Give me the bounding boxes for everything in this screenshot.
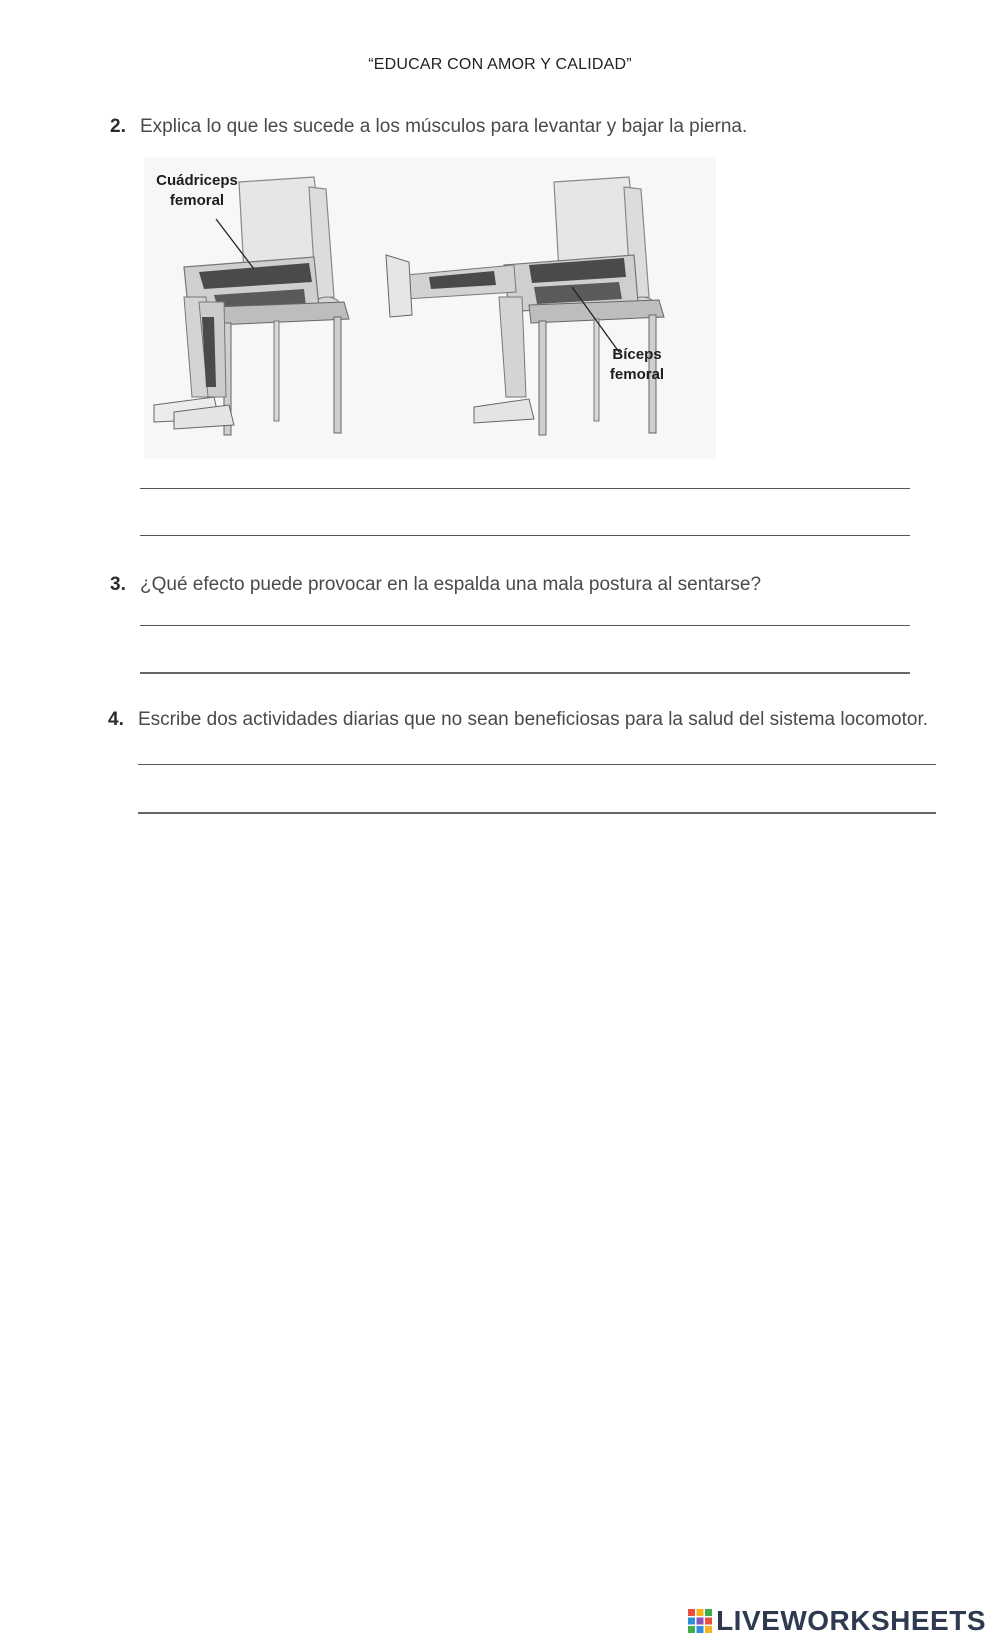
left-figure-leg-down [154, 177, 349, 435]
label-quadriceps [150, 171, 244, 211]
question-text: ¿Qué efecto puede provocar en la espalda una mala postura al sentarse? [140, 574, 762, 595]
answer-line[interactable] [140, 488, 910, 489]
question-3 [110, 574, 761, 596]
question-text: Explica lo que les sucede a los músculos para levantar y bajar la pierna. [140, 116, 748, 137]
answer-line[interactable] [140, 535, 910, 536]
answer-line[interactable] [138, 764, 936, 765]
brand-name: LIVEWORKSHEETS [716, 1605, 986, 1636]
liveworksheets-grid-icon [688, 1609, 712, 1633]
question-number: 4. [108, 709, 124, 730]
question-number: 3. [110, 574, 126, 595]
question-number: 2. [110, 116, 126, 137]
right-figure-leg-raised [386, 177, 664, 435]
label-biceps-line1: Bíceps [612, 346, 662, 363]
muscle-diagram [144, 157, 716, 459]
question-2 [110, 116, 747, 138]
answer-line[interactable] [140, 625, 910, 626]
answer-line[interactable] [140, 672, 910, 674]
liveworksheets-logo[interactable] [688, 1605, 986, 1637]
question-4 [108, 709, 928, 731]
answer-line[interactable] [138, 812, 936, 814]
page-header: “EDUCAR CON AMOR Y CALIDAD” [368, 56, 632, 73]
question-text: Escribe dos actividades diarias que no sean beneficiosas para la salud del sistema locomotor. [138, 709, 929, 730]
label-biceps-line2: femoral [609, 366, 665, 383]
label-biceps [602, 345, 672, 385]
label-quadriceps-line2: femoral [169, 192, 225, 209]
label-quadriceps-line1: Cuádriceps [156, 172, 238, 189]
